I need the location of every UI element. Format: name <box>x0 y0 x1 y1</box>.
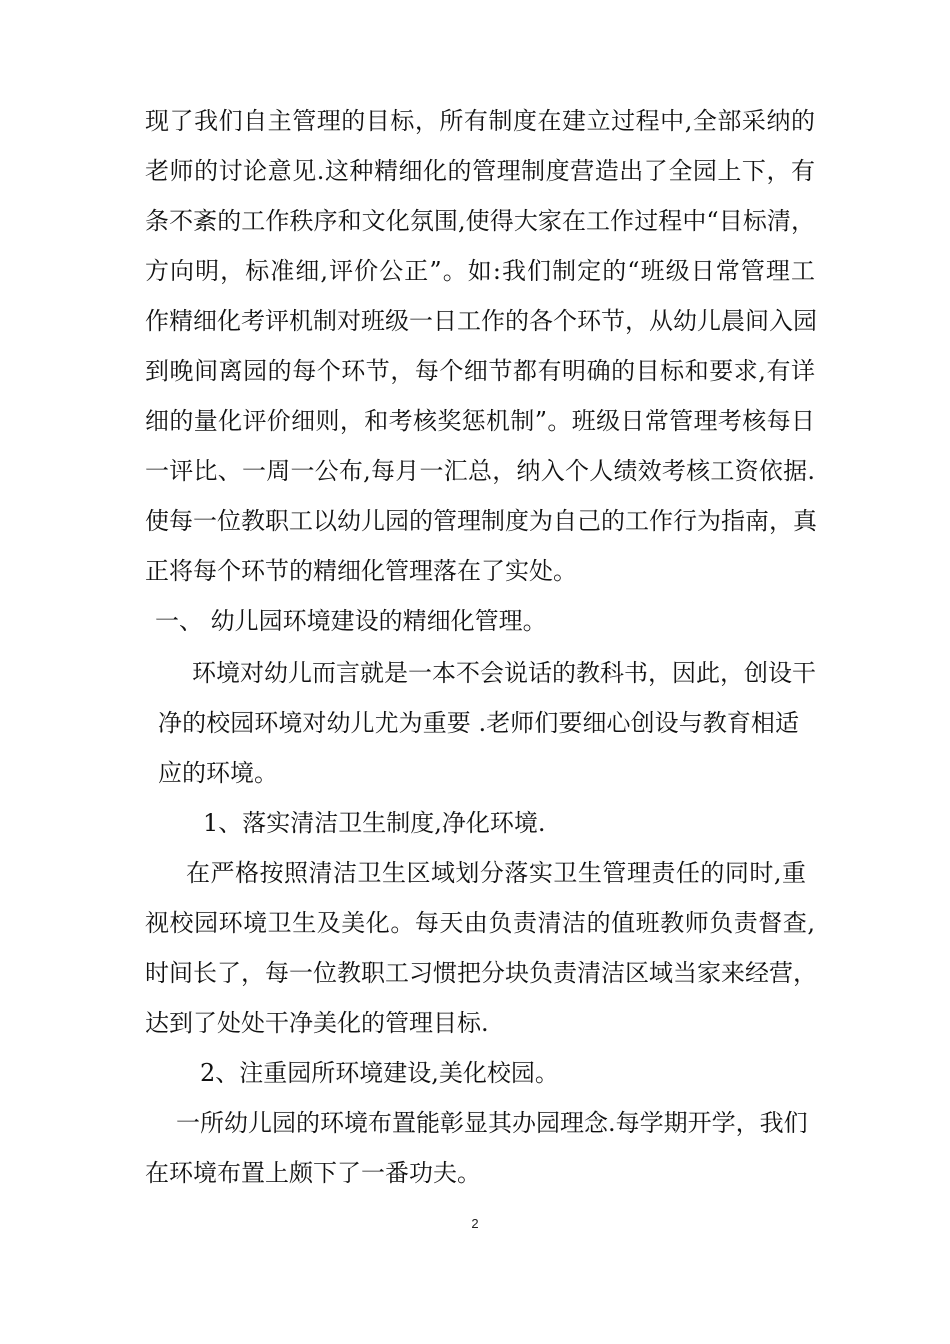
text-line: 时间长了，每一位教职工习惯把分块负责清洁区域当家来经营， <box>145 959 817 987</box>
text-line: 在环境布置上颇下了一番功夫。 <box>145 1159 481 1187</box>
text-line: 达到了处处干净美化的管理目标. <box>145 1009 489 1037</box>
section-heading: 一、 幼儿园环境建设的精细化管理。 <box>155 607 547 635</box>
text-line: 到晚间离园的每个环节，每个细节都有明确的目标和要求,有详 <box>145 357 815 385</box>
page-number: 2 <box>471 1216 479 1231</box>
subsection-heading: 2、注重园所环境建设,美化校园。 <box>200 1059 559 1087</box>
text-line: 一评比、一周一公布,每月一汇总，纳入个人绩效考核工资依据. <box>145 457 815 485</box>
text-line: 在严格按照清洁卫生区域划分落实卫生管理责任的同时,重 <box>186 859 806 887</box>
text-line: 环境对幼儿而言就是一本不会说话的教科书，因此，创设干 <box>192 659 816 687</box>
text-line: 正将每个环节的精细化管理落在了实处。 <box>145 557 577 585</box>
text-line: 作精细化考评机制对班级一日工作的各个环节，从幼儿晨间入园 <box>145 307 817 335</box>
text-line: 老师的讨论意见.这种精细化的管理制度营造出了全园上下，有 <box>145 157 815 185</box>
text-line: 方向明，标准细,评价公正”。如:我们制定的“班级日常管理工 <box>145 257 815 285</box>
text-line: 细的量化评价细则，和考核奖惩机制”。班级日常管理考核每日 <box>145 407 815 435</box>
text-line: 一所幼儿园的环境布置能彰显其办园理念.每学期开学，我们 <box>176 1109 808 1137</box>
text-line: 条不紊的工作秩序和文化氛围,使得大家在工作过程中“目标清， <box>145 207 815 235</box>
subsection-heading: 1、落实清洁卫生制度,净化环境. <box>203 809 546 837</box>
text-line: 视校园环境卫生及美化。每天由负责清洁的值班教师负责督查, <box>145 909 815 937</box>
text-line: 净的校园环境对幼儿尤为重要 .老师们要细心创设与教育相适 <box>158 709 799 737</box>
text-line: 现了我们自主管理的目标，所有制度在建立过程中,全部采纳的 <box>145 107 815 135</box>
text-line: 应的环境。 <box>158 759 278 787</box>
text-line: 使每一位教职工以幼儿园的管理制度为自己的工作行为指南，真 <box>145 507 817 535</box>
